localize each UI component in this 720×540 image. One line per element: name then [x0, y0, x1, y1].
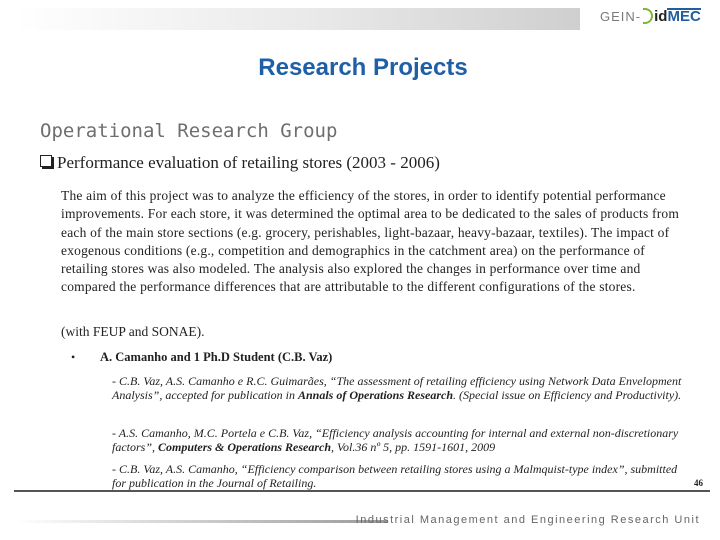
group-heading: Operational Research Group	[40, 120, 338, 142]
header-rule	[14, 8, 580, 30]
bullet-dot-icon: •	[71, 350, 76, 364]
project-heading	[40, 153, 440, 173]
gein-idmec-logo	[600, 4, 701, 28]
reference-text-end: , Vol.36 nº 5, pp. 1591-1601, 2009	[331, 440, 496, 454]
reference-text-end: . (Special issue on Efficiency and Productivity).	[453, 388, 682, 402]
project-years: (2003 - 2006)	[346, 153, 440, 172]
project-team: A. Camanho and 1 Ph.D Student (C.B. Vaz)	[100, 350, 333, 364]
reference-text: - C.B. Vaz, A.S. Camanho e R.C. Guimarães, “The assessment of retailing efficiency using Network Data Envelopment Analysis”, accepted for publication in	[112, 374, 682, 402]
project-description: The aim of this project was to analyze the efficiency of the stores, in order to identify potential performance improvements. For each store, it was determined the optimal area to be dedicated to the sales of products from each of the main store sections (e.g. grocery, perishables, light-bazaar, heavy-bazaar, textiles). The impact of exogenous conditions (e.g., competition and demographics in the catchment area) on the performance of retailing stores was also modeled. The analysis also explored the changes in performance over time and compared the performance differences that are attributable to the different configurations of the stores.	[61, 188, 680, 295]
page-number: 46	[694, 478, 703, 488]
project-partners: (with FEUP and SONAE).	[61, 324, 205, 339]
reference-item	[112, 374, 682, 402]
reference-text: - C.B. Vaz, A.S. Camanho, “Efficiency comparison between retailing stores using a Malmquist-type index”, submitted for publication in the Journal of Retailing.	[112, 462, 678, 490]
reference-venue: Annals of Operations Research	[297, 388, 454, 402]
project-name: Performance evaluation of retailing stores	[57, 153, 343, 172]
logo-gein-text: GEIN-	[600, 8, 642, 24]
footer-unit-name: Industrial Management and Engineering Research Unit	[355, 514, 700, 526]
reference-venue: Computers & Operations Research	[158, 440, 332, 454]
checkbox-bullet-icon	[40, 155, 52, 167]
reference-text: - A.S. Camanho, M.C. Portela e C.B. Vaz, “Efficiency analysis accounting for internal and external non-discretionary factors”,	[112, 426, 679, 454]
footer-divider	[14, 490, 710, 492]
logo-id-text: id	[654, 7, 668, 25]
page-title: Research Projects	[258, 54, 468, 81]
reference-item	[112, 426, 682, 454]
logo-mec-text: MEC	[667, 8, 701, 25]
logo-mark-icon	[643, 8, 653, 24]
reference-item	[112, 462, 682, 490]
